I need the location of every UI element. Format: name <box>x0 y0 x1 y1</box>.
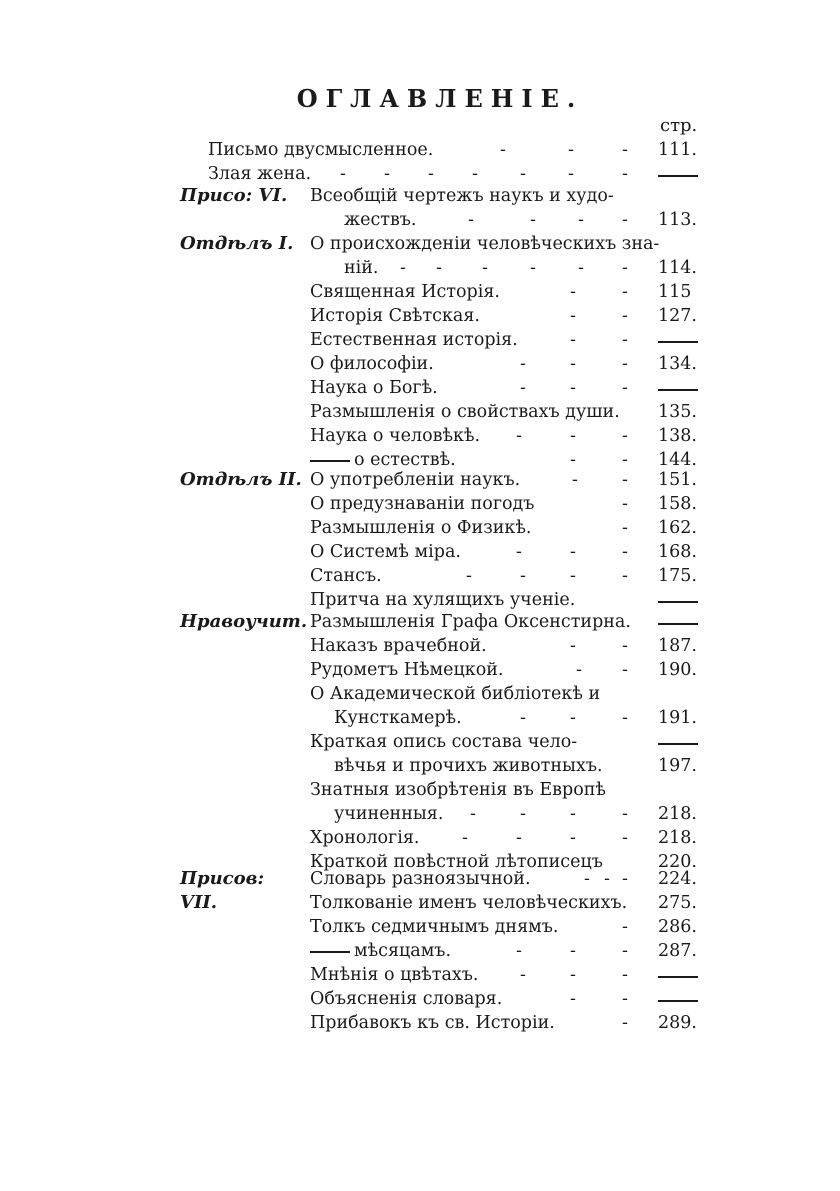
entry-page <box>658 963 706 987</box>
toc-entry: Рудометъ Нѣмецкой. - - 190. <box>0 658 840 682</box>
toc-entry: Естественная исторія. - - <box>0 328 840 352</box>
entry-page: 187. <box>658 636 697 656</box>
toc-entry: О философіи. - - - 134. <box>0 352 840 376</box>
section-label-nravouchit: Нравоучит. <box>180 611 308 632</box>
toc-entry: Священная Исторія. - - 115 <box>0 280 840 304</box>
section-label-prisov-7: Присов: VII. <box>180 868 265 913</box>
entry-page <box>658 730 706 754</box>
entry-title: Наука о человѣкѣ. <box>310 426 481 446</box>
entry-page: 115 <box>658 282 692 302</box>
toc-entry: Объясненія словаря. - - <box>0 987 840 1011</box>
ditto-dash <box>310 951 350 953</box>
entry-title: Объясненія словаря. <box>310 989 503 1009</box>
entry-title: Наказъ врачебной. <box>310 636 487 656</box>
entry-page <box>658 162 706 186</box>
toc-entry <box>0 730 840 754</box>
toc-entry-continuation: Кунсткамерѣ. - - - 191. <box>0 706 840 730</box>
toc-entry-continuation <box>0 754 840 778</box>
page-column-heading: стр. <box>660 115 698 136</box>
entry-page: 220. <box>658 852 697 872</box>
entry-page: 218. <box>658 804 697 824</box>
toc-entry: Злая жена. - - - - - - - <box>0 162 840 186</box>
entry-title: мѣсяцамъ. <box>310 939 451 963</box>
entry-page: 275. <box>658 893 697 913</box>
toc-entry: Словарь разноязычной. - - - 224. <box>0 867 840 891</box>
entry-title: Исторія Свѣтская. <box>310 306 480 326</box>
entry-page <box>658 987 706 1011</box>
entry-page: 111. <box>658 140 697 160</box>
entry-page: 190. <box>658 660 697 680</box>
toc-entry <box>0 610 840 634</box>
toc-entry: Прибавокъ къ св. Исторіи. - 289. <box>0 1011 840 1035</box>
toc-entry <box>0 891 840 915</box>
toc-entry: о естествѣ. - - 144. <box>0 448 840 472</box>
entry-page: 127. <box>658 306 697 326</box>
entry-title: Наука о Богѣ. <box>310 378 438 398</box>
entry-title-continuation: Кунсткамерѣ. <box>334 708 462 728</box>
entry-page: 113. <box>658 210 697 230</box>
entry-page <box>658 376 706 400</box>
entry-page: 168. <box>658 542 697 562</box>
entry-title: Рудометъ Нѣмецкой. <box>310 660 504 680</box>
toc-entry <box>0 400 840 424</box>
toc-entry-continuation: учиненныя. - - - - 218. <box>0 802 840 826</box>
entry-title: Мнѣнія о цвѣтахъ. <box>310 965 479 985</box>
entry-page <box>658 588 706 612</box>
entry-page: 114. <box>658 258 697 278</box>
entry-title: Священная Исторія. <box>310 282 500 302</box>
entry-title: Естественная исторія. <box>310 330 518 350</box>
toc-entry: Наука о Богѣ. - - - <box>0 376 840 400</box>
ditto-dash <box>310 460 350 462</box>
entry-title: Хронологія. <box>310 828 420 848</box>
toc-entry: Хронологія. - - - - 218. <box>0 826 840 850</box>
entry-title: О предузнаваніи погодъ <box>310 494 535 514</box>
section-label-otdel-2: Отдѣлъ II. <box>180 469 302 490</box>
toc-entry: мѣсяцамъ. - - - 287. <box>0 939 840 963</box>
toc-entry: О употребленіи наукъ. - - 151. <box>0 468 840 492</box>
toc-entry: Письмо двусмысленное. - - - 111. <box>0 138 840 162</box>
entry-page: 158. <box>658 494 697 514</box>
entry-page: 289. <box>658 1013 697 1033</box>
entry-page: 191. <box>658 708 697 728</box>
entry-page <box>658 328 706 352</box>
section-label-prisov-6: Присо: VI. <box>180 185 288 206</box>
entry-title-continuation: вѣчья и прочихъ животныхъ. <box>334 756 603 776</box>
entry-title: о естествѣ. <box>310 448 456 472</box>
entry-title: Стансъ. <box>310 566 382 586</box>
entry-title: Толкованіе именъ человѣческихъ. <box>310 893 628 913</box>
toc-entry: Исторія Свѣтская. - - 127. <box>0 304 840 328</box>
entry-title: Притча на хулящихъ ученіе. <box>310 590 576 610</box>
entry-title: Размышленія о Физикѣ. <box>310 518 532 538</box>
entry-title: Краткой повѣстной лѣтописецъ <box>310 852 603 872</box>
entry-page: 134. <box>658 354 697 374</box>
toc-entry <box>0 232 840 256</box>
entry-title: О Академической библіотекѣ и <box>310 684 601 704</box>
entry-title: Толкъ седмичнымъ днямъ. <box>310 917 559 937</box>
entry-title: Словарь разноязычной. <box>310 869 531 889</box>
entry-title: Знатныя изобрѣтенія въ Европѣ <box>310 780 606 800</box>
toc-entry: Толкъ седмичнымъ днямъ. - 286. <box>0 915 840 939</box>
toc-entry: Мнѣнія о цвѣтахъ. - - - <box>0 963 840 987</box>
entry-title-continuation: ній. <box>344 258 379 278</box>
entry-title: Злая жена. <box>208 164 312 184</box>
section-label-otdel-1: Отдѣлъ I. <box>180 233 294 254</box>
entry-title: О Системѣ міра. <box>310 542 461 562</box>
entry-page: 135. <box>658 402 697 422</box>
entry-title-continuation: жествъ. <box>344 210 417 230</box>
entry-page: 287. <box>658 941 697 961</box>
entry-page <box>658 610 706 634</box>
entry-page: 197. <box>658 756 697 776</box>
entry-title: Краткая опись состава чело- <box>310 732 578 752</box>
entry-title: О происхожденіи человѣческихъ зна- <box>310 234 660 254</box>
toc-entry-continuation: ній. - - - - - - 114. <box>0 256 840 280</box>
toc-entry <box>0 588 840 612</box>
toc-entry: Наука о человѣкѣ. - - - 138. <box>0 424 840 448</box>
toc-entry: О предузнаваніи погодъ - 158. <box>0 492 840 516</box>
entry-page: 175. <box>658 566 697 586</box>
entry-page: 224. <box>658 869 697 889</box>
entry-title: Всеобщій чертежъ наукъ и худо- <box>310 186 614 206</box>
toc-entry <box>0 682 840 706</box>
entry-title: Письмо двусмысленное. <box>208 140 434 160</box>
entry-page: 162. <box>658 518 697 538</box>
page-title: ОГЛАВЛЕНІЕ. <box>296 84 584 113</box>
entry-page: 138. <box>658 426 697 446</box>
entry-page: 151. <box>658 470 697 490</box>
entry-title: Прибавокъ къ св. Исторіи. <box>310 1013 555 1033</box>
entry-title: Размышленія Графа Оксенстирна. <box>310 612 631 632</box>
toc-entry: О Системѣ міра. - - - 168. <box>0 540 840 564</box>
entry-title: Размышленія о свойствахъ души. <box>310 402 620 422</box>
entry-page: 144. <box>658 450 697 470</box>
entry-page: 286. <box>658 917 697 937</box>
toc-entry <box>0 184 840 208</box>
toc-entry <box>0 778 840 802</box>
toc-entry-continuation: жествъ. - - - - 113. <box>0 208 840 232</box>
toc-entry: Стансъ. - - - - 175. <box>0 564 840 588</box>
entry-title-continuation: учиненныя. <box>334 804 444 824</box>
toc-entry: Наказъ врачебной. - - 187. <box>0 634 840 658</box>
entry-title: О употребленіи наукъ. <box>310 470 521 490</box>
entry-page: 218. <box>658 828 697 848</box>
entry-title: О философіи. <box>310 354 434 374</box>
toc-entry: Размышленія о Физикѣ. - 162. <box>0 516 840 540</box>
